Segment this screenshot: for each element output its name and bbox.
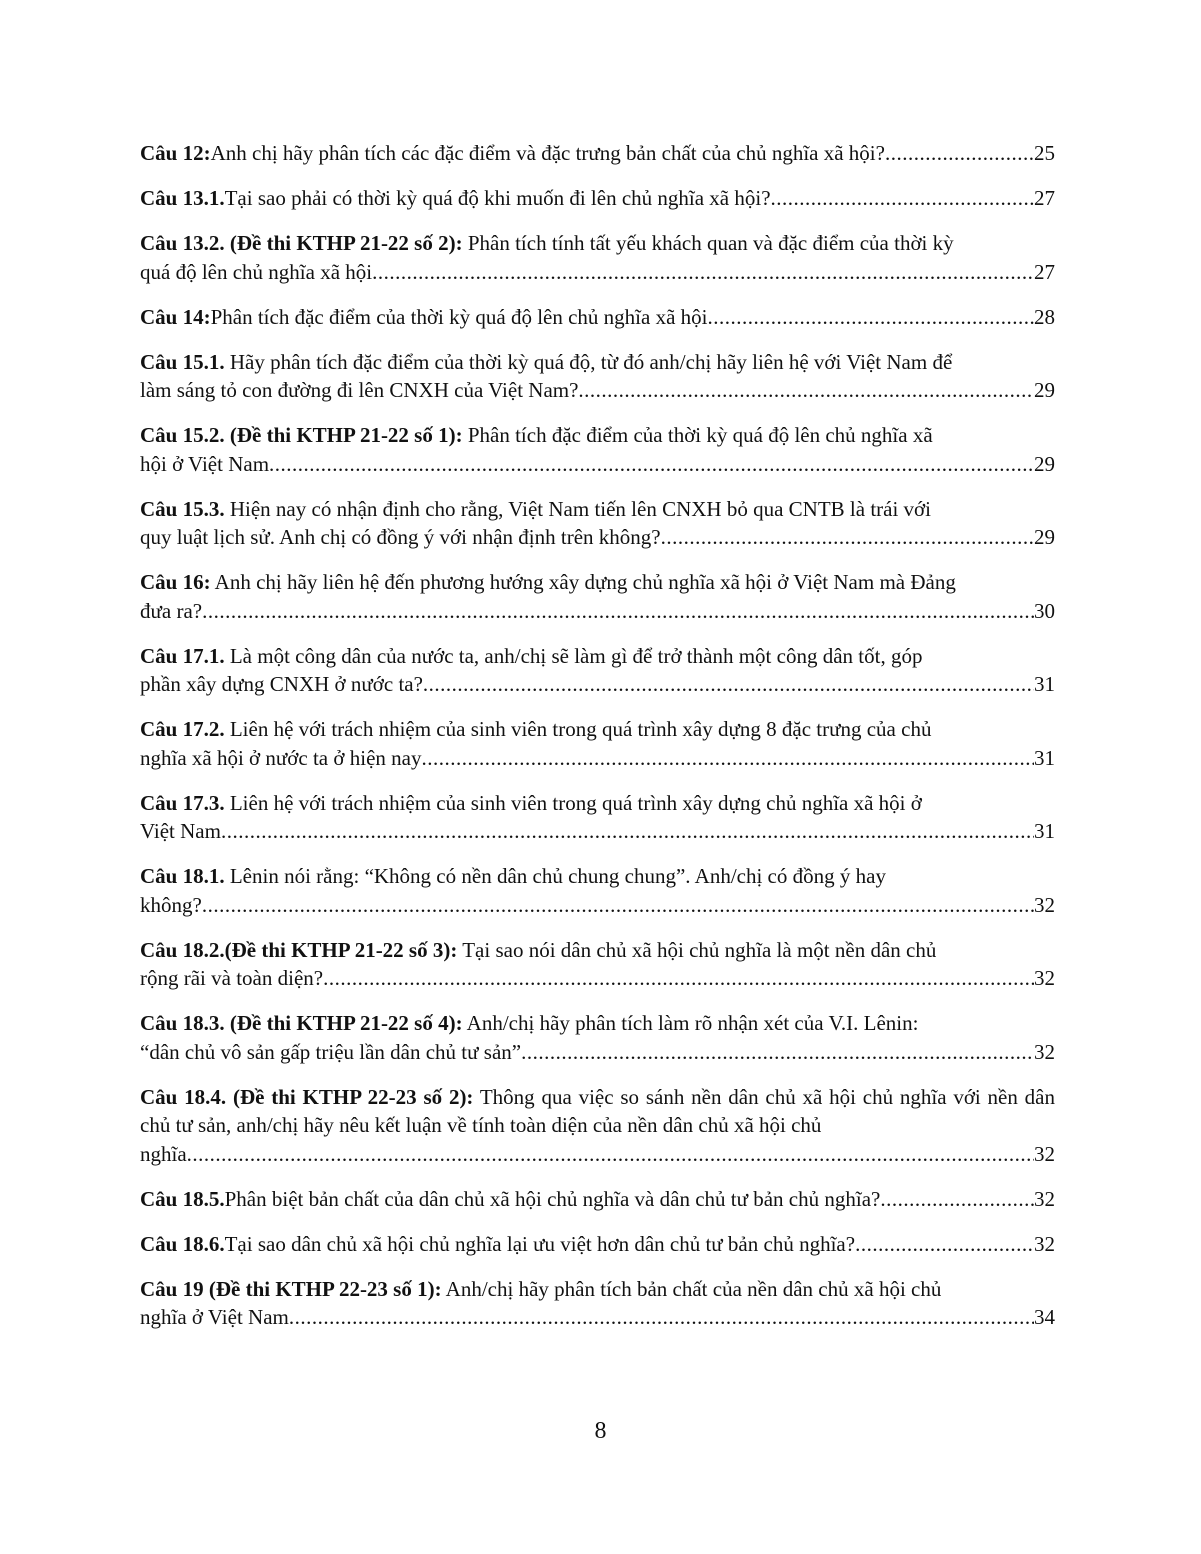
toc-entry-page: 32 <box>1034 1141 1055 1166</box>
leader-dots <box>202 891 1034 920</box>
toc-entry-number: Câu 19 <box>140 1276 204 1301</box>
leader-dots <box>885 139 1034 168</box>
leader-dots <box>423 670 1034 699</box>
toc-entry-heading <box>140 495 1055 524</box>
toc-entry-title: Phân tích tính tất yếu khách quan và đặc điểm của thời kỳ <box>462 231 954 255</box>
toc-entry-title: Phân biệt bản chất của dân chủ xã hội chủ nghĩa và dân chủ tư bản chủ nghĩa? <box>224 1186 881 1211</box>
leader-dots <box>187 1140 1034 1169</box>
toc-entry-title-continued: làm sáng tỏ con đường đi lên CNXH của Việt Nam? <box>140 378 579 402</box>
leader-dots <box>771 184 1034 213</box>
toc-entry-title-continued: nghĩa xã hội ở nước ta ở hiện nay <box>140 745 422 770</box>
toc-entry-leader-line <box>140 258 1055 287</box>
toc-entry-page: 32 <box>1034 1039 1055 1064</box>
toc-entry-number: Câu 16: <box>140 570 211 594</box>
toc-entry-page: 34 <box>1034 1305 1055 1329</box>
toc-entry[interactable] <box>140 348 1055 405</box>
leader-dots <box>421 744 1034 773</box>
toc-entry-leader-line <box>140 376 1055 405</box>
toc-entry-heading <box>140 789 1055 818</box>
toc-entry-title-continued: quy luật lịch sử. Anh chị có đồng ý với nhận định trên không? <box>140 525 661 549</box>
toc-entry-title-continued: hội ở Việt Nam <box>140 451 270 476</box>
leader-dots <box>323 964 1034 993</box>
toc-entry-number: Câu 17.3. <box>140 790 225 815</box>
toc-entry[interactable] <box>140 303 1055 332</box>
leader-dots <box>221 817 1034 846</box>
toc-entry-title: Liên hệ với trách nhiệm của sinh viên trong quá trình xây dựng chủ nghĩa xã hội ở <box>224 790 922 815</box>
toc-entry-exam-tag: (Đề thi KTHP 21-22 số 1): <box>224 423 463 447</box>
toc-entry-title-continued: đưa ra? <box>140 598 203 623</box>
toc-entry-number: Câu 14: <box>140 304 211 329</box>
toc-entry[interactable] <box>140 862 1055 919</box>
toc-entry-title-continued: “dân chủ vô sản gấp triệu lần dân chủ tư sản” <box>140 1039 522 1064</box>
toc-entry-leader-line <box>140 670 1055 699</box>
leader-dots <box>855 1230 1034 1259</box>
leader-dots <box>661 523 1034 552</box>
toc-entry-title: Thông qua việc so sánh nền dân chủ xã hội chủ nghĩa với nền dân chủ tư sản, anh/chị hãy nêu kết luận về tính toàn diện của nền dân chủ xã hội chủ <box>140 1084 1055 1137</box>
toc-entry-leader-line <box>140 1038 1055 1067</box>
toc-entry-page: 32 <box>1034 1231 1055 1256</box>
toc-entry-title: Tại sao dân chủ xã hội chủ nghĩa lại ưu việt hơn dân chủ tư bản chủ nghĩa? <box>224 1231 856 1256</box>
toc-entry[interactable] <box>140 936 1055 993</box>
toc-entry[interactable] <box>140 568 1055 625</box>
toc-entry[interactable] <box>140 421 1055 478</box>
toc-entry-page: 31 <box>1034 672 1055 696</box>
leader-dots <box>521 1038 1034 1067</box>
leader-dots <box>372 258 1034 287</box>
toc-entry-number: Câu 17.1. <box>140 643 225 668</box>
toc-entry-leader-line <box>140 964 1055 993</box>
toc-entry-number: Câu 18.4. <box>140 1084 227 1109</box>
toc-entry-page: 30 <box>1034 598 1055 623</box>
toc-entry-page: 32 <box>1034 1186 1055 1211</box>
toc-entry-exam-tag: (Đề thi KTHP 21-22 số 2): <box>224 231 463 255</box>
toc-entry-heading <box>140 642 1055 671</box>
toc-entry-exam-tag: (Đề thi KTHP 21-22 số 4): <box>224 1011 463 1035</box>
toc-entry-number: Câu 13.1. <box>140 186 225 210</box>
toc-entry-leader-line <box>140 891 1055 920</box>
toc-entry[interactable] <box>140 1009 1055 1066</box>
toc-entry-title-continued: quá độ lên chủ nghĩa xã hội <box>140 259 373 284</box>
toc-entry-exam-tag: (Đề thi KTHP 21-22 số 3): <box>224 937 458 962</box>
toc-entry-page: 29 <box>1034 451 1055 476</box>
toc-entry-number: Câu 18.1. <box>140 864 225 888</box>
toc-entry-title: Tại sao nói dân chủ xã hội chủ nghĩa là một nền dân chủ <box>457 937 937 962</box>
toc-entry-number: Câu 12: <box>140 141 211 165</box>
toc-entry-leader-line <box>140 1230 1055 1259</box>
toc-entry-heading <box>140 715 1055 744</box>
toc-entry-title: Là một công dân của nước ta, anh/chị sẽ làm gì để trở thành một công dân tốt, góp <box>224 643 923 668</box>
toc-entry-title-continued: rộng rãi và toàn diện? <box>140 966 324 990</box>
toc-entry-number: Câu 15.3. <box>140 496 225 521</box>
toc-entry-page: 25 <box>1034 141 1055 165</box>
toc-entry-leader-line <box>140 450 1055 479</box>
toc-entry-heading <box>140 229 1055 258</box>
toc-entry-leader-line <box>140 1140 1055 1169</box>
toc-entry-leader-line <box>140 184 1055 213</box>
toc-entry-page: 28 <box>1034 304 1055 329</box>
toc-entry-leader-line <box>140 1303 1055 1332</box>
toc-entry-leader-line <box>140 597 1055 626</box>
toc-entry-title: Hãy phân tích đặc điểm của thời kỳ quá độ, từ đó anh/chị hãy liên hệ với Việt Nam để <box>224 349 953 374</box>
toc-entry-heading <box>140 936 1055 965</box>
toc-entry-page: 32 <box>1034 966 1055 990</box>
toc-entry-number: Câu 17.2. <box>140 717 225 741</box>
toc-entry-title: Anh/chị hãy phân tích bản chất của nền dân chủ xã hội chủ <box>441 1276 942 1301</box>
toc-entry[interactable] <box>140 1230 1055 1259</box>
leader-dots <box>578 376 1034 405</box>
toc-entry-page: 29 <box>1034 378 1055 402</box>
toc-entry[interactable] <box>140 715 1055 772</box>
toc-entry-title: Tại sao phải có thời kỳ quá độ khi muốn đi lên chủ nghĩa xã hội? <box>224 186 771 210</box>
leader-dots <box>202 597 1034 626</box>
table-of-contents <box>140 139 1055 1348</box>
toc-entry-leader-line <box>140 139 1055 168</box>
toc-entry-title-continued: nghĩa <box>140 1141 187 1166</box>
toc-entry-heading <box>140 1009 1055 1038</box>
toc-entry-page: 31 <box>1034 819 1055 843</box>
toc-entry-leader-line <box>140 523 1055 552</box>
toc-entry-title: Liên hệ với trách nhiệm của sinh viên trong quá trình xây dựng 8 đặc trưng của chủ <box>224 717 932 741</box>
toc-entry-title: Phân tích đặc điểm của thời kỳ quá độ lên chủ nghĩa xã <box>462 423 933 447</box>
toc-entry-page: 27 <box>1034 259 1055 284</box>
toc-entry-leader-line <box>140 744 1055 773</box>
toc-entry[interactable] <box>140 1275 1055 1332</box>
toc-entry-exam-tag: (Đề thi KTHP 22-23 số 2): <box>226 1084 474 1109</box>
toc-entry-title: Phân tích đặc điểm của thời kỳ quá độ lên chủ nghĩa xã hội <box>210 304 708 329</box>
toc-entry-number: Câu 18.3. <box>140 1011 225 1035</box>
toc-entry-heading <box>140 421 1055 450</box>
toc-entry[interactable] <box>140 139 1055 168</box>
toc-entry-number: Câu 18.2. <box>140 937 225 962</box>
leader-dots <box>269 450 1034 479</box>
toc-entry-number: Câu 15.1. <box>140 349 225 374</box>
toc-entry-heading <box>140 1275 1055 1304</box>
toc-entry[interactable] <box>140 1185 1055 1214</box>
toc-entry-heading <box>140 1083 1055 1140</box>
toc-entry-title-continued: nghĩa ở Việt Nam <box>140 1305 289 1329</box>
toc-entry-title: Anh chị hãy phân tích các đặc điểm và đặc trưng bản chất của chủ nghĩa xã hội? <box>210 141 885 165</box>
leader-dots <box>708 303 1035 332</box>
toc-entry-page: 32 <box>1034 892 1055 917</box>
toc-entry-title-continued: phần xây dựng CNXH ở nước ta? <box>140 672 423 696</box>
toc-entry-number: Câu 18.5. <box>140 1186 225 1211</box>
toc-entry[interactable] <box>140 495 1055 552</box>
toc-entry[interactable] <box>140 1083 1055 1169</box>
toc-entry-page: 27 <box>1034 186 1055 210</box>
toc-entry[interactable] <box>140 184 1055 213</box>
toc-entry-heading <box>140 862 1055 891</box>
toc-entry-leader-line <box>140 1185 1055 1214</box>
toc-entry-title: Lênin nói rằng: “Không có nền dân chủ chung chung”. Anh/chị có đồng ý hay <box>224 864 886 888</box>
toc-entry-exam-tag: (Đề thi KTHP 22-23 số 1): <box>203 1276 442 1301</box>
toc-entry-number: Câu 15.2. <box>140 423 225 447</box>
toc-entry-title: Hiện nay có nhận định cho rằng, Việt Nam tiến lên CNXH bỏ qua CNTB là trái với <box>224 496 932 521</box>
toc-entry-leader-line <box>140 817 1055 846</box>
toc-entry-leader-line <box>140 303 1055 332</box>
leader-dots <box>289 1303 1034 1332</box>
toc-entry-title: Anh chị hãy liên hệ đến phương hướng xây dựng chủ nghĩa xã hội ở Việt Nam mà Đảng <box>210 570 956 594</box>
toc-entry[interactable] <box>140 789 1055 846</box>
leader-dots <box>880 1185 1034 1214</box>
toc-entry[interactable] <box>140 229 1055 286</box>
toc-entry-page: 29 <box>1034 525 1055 549</box>
toc-entry-number: Câu 13.2. <box>140 231 225 255</box>
toc-entry-title-continued: Việt Nam <box>140 819 221 843</box>
page-number: 8 <box>594 1418 607 1444</box>
toc-entry-title-continued: không? <box>140 892 202 917</box>
toc-entry-number: Câu 18.6. <box>140 1231 225 1256</box>
toc-entry-title: Anh/chị hãy phân tích làm rõ nhận xét của V.I. Lênin: <box>462 1011 919 1035</box>
toc-entry-heading <box>140 348 1055 377</box>
toc-entry-page: 31 <box>1034 745 1055 770</box>
toc-entry[interactable] <box>140 642 1055 699</box>
toc-entry-heading <box>140 568 1055 597</box>
